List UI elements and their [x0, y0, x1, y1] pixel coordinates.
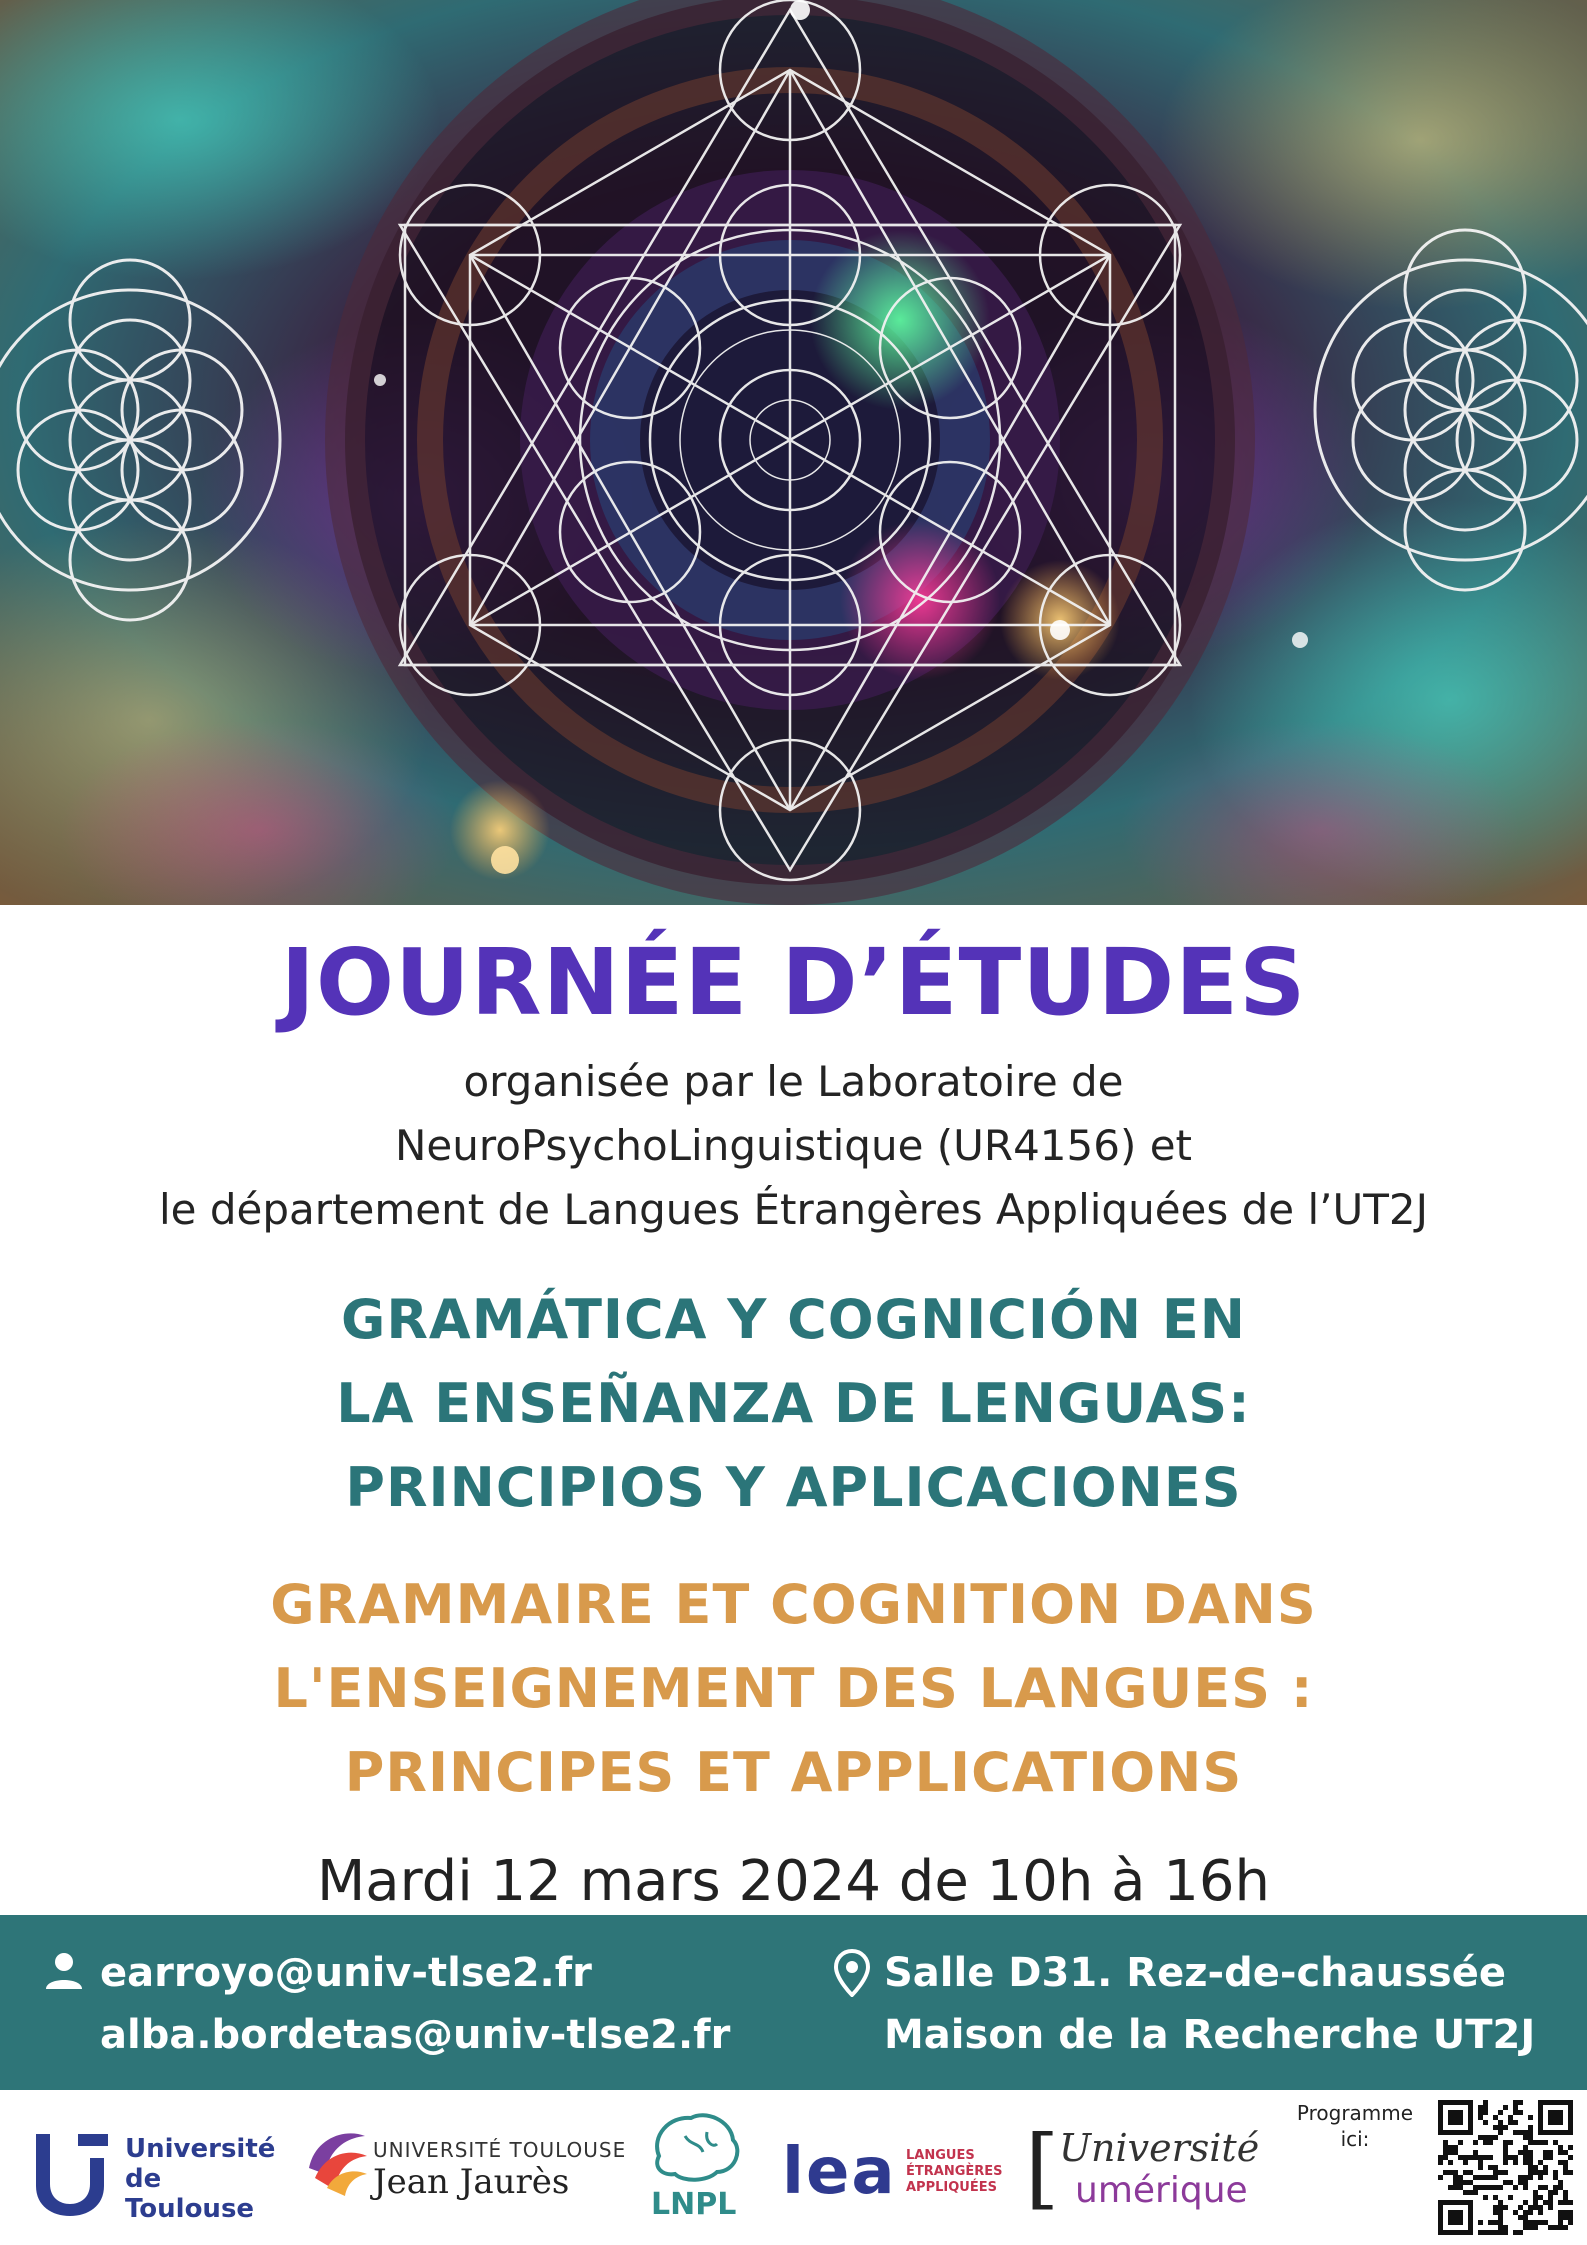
lea-logo-line-2: ÉTRANGÈRES	[906, 2164, 1003, 2179]
ut2j-logo-top: UNIVERSITÉ TOULOUSE	[373, 2138, 627, 2162]
location-pin-icon	[834, 1949, 870, 1997]
spanish-title-line-3: PRINCIPIOS Y APLICACIONES	[345, 1456, 1242, 1519]
universite-toulouse-icon	[30, 2128, 110, 2218]
french-title-line-1: GRAMMAIRE ET COGNITION DANS	[270, 1573, 1317, 1636]
logo-universite-numerique	[1025, 2118, 1315, 2218]
email-link-earroyo[interactable]: earroyo@univ-tlse2.fr	[100, 1950, 592, 1996]
email-link-bordetas[interactable]: alba.bordetas@univ-tlse2.fr	[100, 2012, 731, 2058]
spanish-title-line-1: GRAMÁTICA Y COGNICIÓN EN	[341, 1288, 1246, 1351]
french-title-line-2: L'ENSEIGNEMENT DES LANGUES :	[273, 1657, 1314, 1720]
ut2j-logo-bottom: Jean Jaurès	[373, 2162, 570, 2202]
organizer-line-2: NeuroPsychoLinguistique (UR4156) et	[394, 1121, 1192, 1170]
location-building: Maison de la Recherche UT2J	[884, 2012, 1536, 2058]
event-title: JOURNÉE D’ÉTUDES	[280, 929, 1307, 1036]
person-icon	[44, 1951, 84, 1991]
un-logo-top: Université	[1059, 2126, 1260, 2170]
lea-logo-mark: lea	[782, 2135, 897, 2209]
logo-ut2j	[305, 2118, 635, 2218]
organizer-line-1: organisée par le Laboratoire de	[463, 1057, 1124, 1106]
un-logo-bracket: [	[1025, 2116, 1060, 2219]
organizer-line-3: le département de Langues Étrangères Appliquées de l’UT2J	[159, 1185, 1428, 1234]
spanish-title-line-2: LA ENSEÑANZA DE LENGUAS:	[336, 1372, 1251, 1435]
ut-logo-line-2: de Toulouse	[125, 2164, 255, 2224]
lea-logo-line-1: LANGUES	[906, 2148, 975, 2163]
location-room: Salle D31. Rez-de-chaussée	[884, 1950, 1506, 1996]
ut2j-swirl-icon	[305, 2118, 369, 2198]
french-title-line-3: PRINCIPES ET APPLICATIONS	[344, 1741, 1243, 1804]
contact-bar	[0, 1915, 1587, 2090]
un-logo-bottom: umérique	[1075, 2170, 1248, 2211]
qr-code-icon[interactable]	[1438, 2100, 1573, 2235]
brain-icon	[645, 2106, 745, 2226]
programme-label	[1290, 2100, 1420, 2152]
programme-line-1: Programme	[1296, 2101, 1414, 2125]
logo-lnpl	[645, 2106, 745, 2226]
logo-universite-de-toulouse	[30, 2128, 290, 2224]
ut-logo-line-1: Université	[125, 2134, 276, 2164]
event-date: Mardi 12 mars 2024 de 10h à 16h	[316, 1849, 1271, 1914]
sacred-geometry-artwork	[0, 0, 1587, 905]
logo-lea	[782, 2134, 1012, 2214]
hero-artwork	[0, 0, 1587, 905]
programme-line-2: ici:	[1340, 2127, 1370, 2151]
lnpl-logo-mark: LNPL	[651, 2187, 737, 2222]
lea-logo-line-3: APPLIQUÉES	[906, 2180, 997, 2195]
